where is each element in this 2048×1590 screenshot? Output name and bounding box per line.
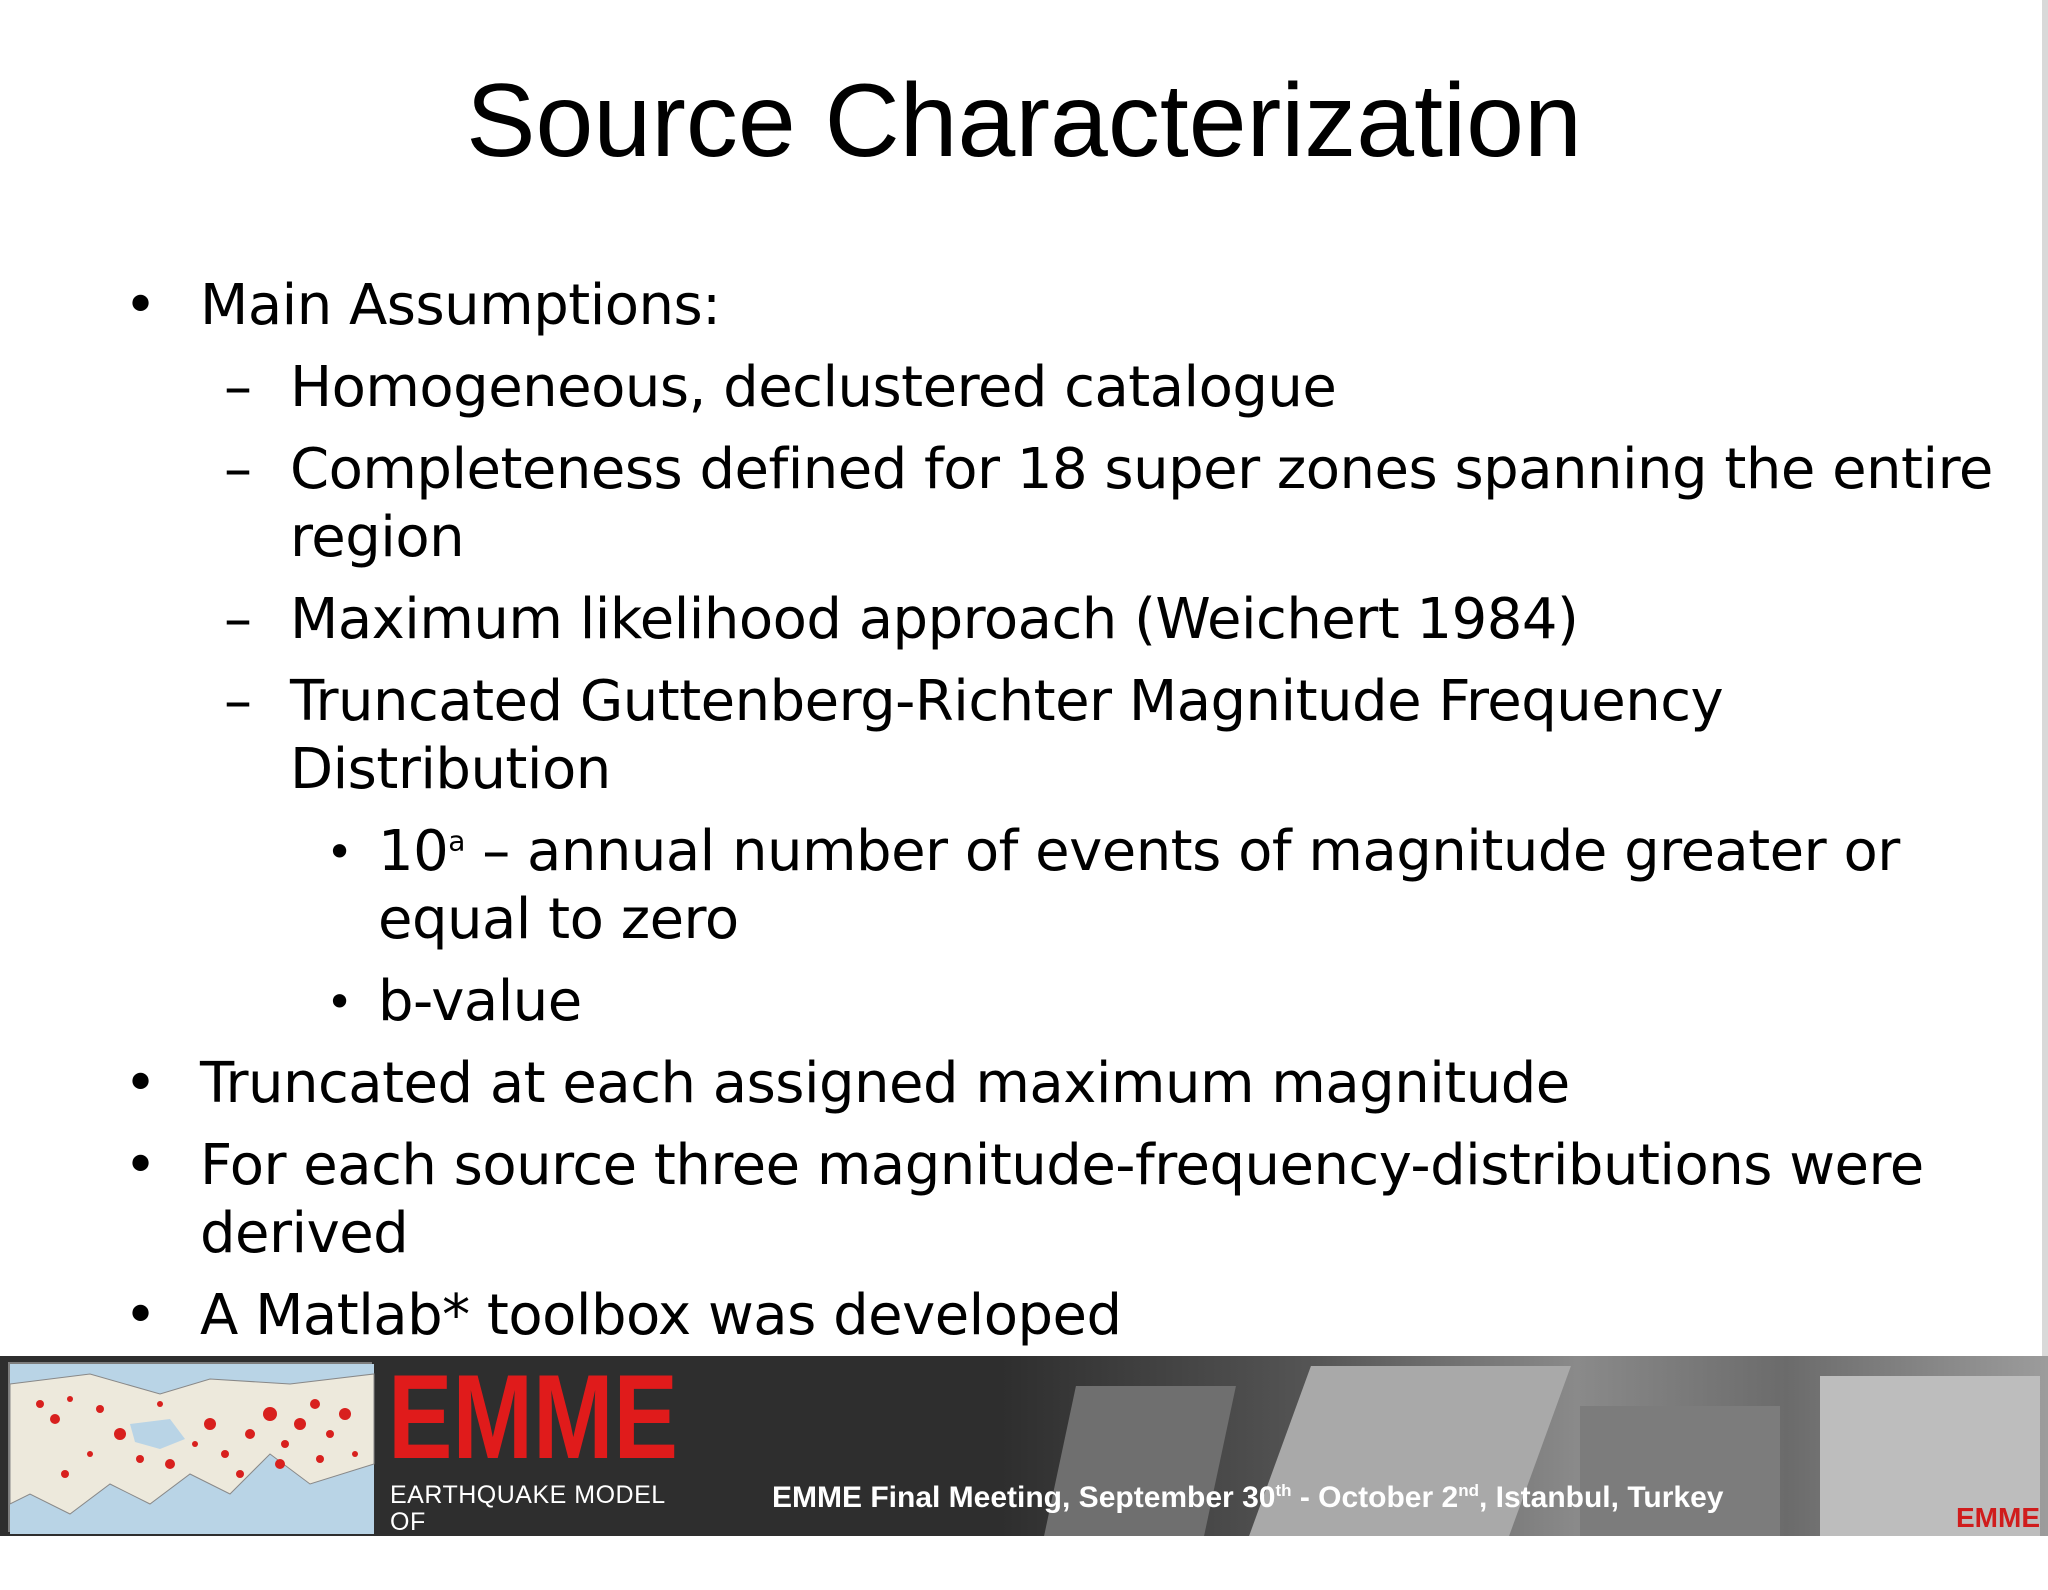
sub-bullet-item xyxy=(224,586,1579,654)
bullet-text: Completeness defined for 18 super zones spanning the entire xyxy=(290,437,1993,502)
dash-marker: – xyxy=(224,587,252,652)
bullet-text: Main Assumptions: xyxy=(200,273,721,338)
logo-subtitle: EARTHQUAKE MODEL OF THE MIDDLE EAST REGION xyxy=(390,1481,665,1590)
footer-banner xyxy=(0,1350,2048,1590)
bullet-text-continuation: equal to zero xyxy=(378,887,739,952)
bullet-text: For each source three magnitude-frequency-distributions were xyxy=(200,1133,1924,1198)
bullet-marker: • xyxy=(326,825,353,879)
bullet-item xyxy=(124,1050,1570,1118)
bullet-marker: • xyxy=(124,273,157,338)
bullet-marker: • xyxy=(124,1283,157,1348)
bullet-marker: • xyxy=(326,975,353,1029)
bullet-item xyxy=(124,1132,1924,1268)
bullet-text: b-value xyxy=(378,969,582,1034)
superscript: a xyxy=(448,824,465,858)
sub-bullet-item xyxy=(224,354,1337,422)
bullet-text-continuation: Distribution xyxy=(290,737,611,802)
dash-marker: – xyxy=(224,355,252,420)
emme-logo xyxy=(388,1350,678,1484)
bullet-marker: • xyxy=(124,1051,157,1116)
bullet-text: Truncated at each assigned maximum magnitude xyxy=(200,1051,1570,1116)
sub-sub-bullet-item xyxy=(326,968,582,1036)
bullet-text-base: 10 xyxy=(378,819,449,884)
dash-marker: – xyxy=(224,669,252,734)
corner-emme-logo: EMME xyxy=(1956,1502,2040,1533)
meeting-info: EMME Final Meeting, September 30th - October 2nd, Istanbul, Turkey xyxy=(772,1481,1724,1514)
seismicity-map-image xyxy=(8,1362,372,1532)
bullet-text: Homogeneous, declustered catalogue xyxy=(290,355,1337,420)
bullet-text: – annual number of events of magnitude greater or xyxy=(464,819,1900,884)
bullet-text: Maximum likelihood approach (Weichert 1984) xyxy=(290,587,1579,652)
bullet-text: Truncated Guttenberg-Richter Magnitude Frequency xyxy=(290,669,1724,734)
sub-bullet-item xyxy=(224,668,1724,804)
bullet-text-continuation: derived xyxy=(200,1201,409,1266)
bullet-item xyxy=(124,272,721,340)
svg-text:EMME: EMME xyxy=(388,1350,678,1484)
slide-title: Source Characterization xyxy=(466,63,1582,179)
bullet-text: A Matlab* toolbox was developed xyxy=(200,1283,1122,1348)
bullet-marker: • xyxy=(124,1133,157,1198)
bullet-text-continuation: region xyxy=(290,505,465,570)
dash-marker: – xyxy=(224,437,252,502)
sub-bullet-item xyxy=(224,436,1993,572)
sub-sub-bullet-item xyxy=(326,818,1900,954)
bullet-item xyxy=(124,1282,1122,1350)
